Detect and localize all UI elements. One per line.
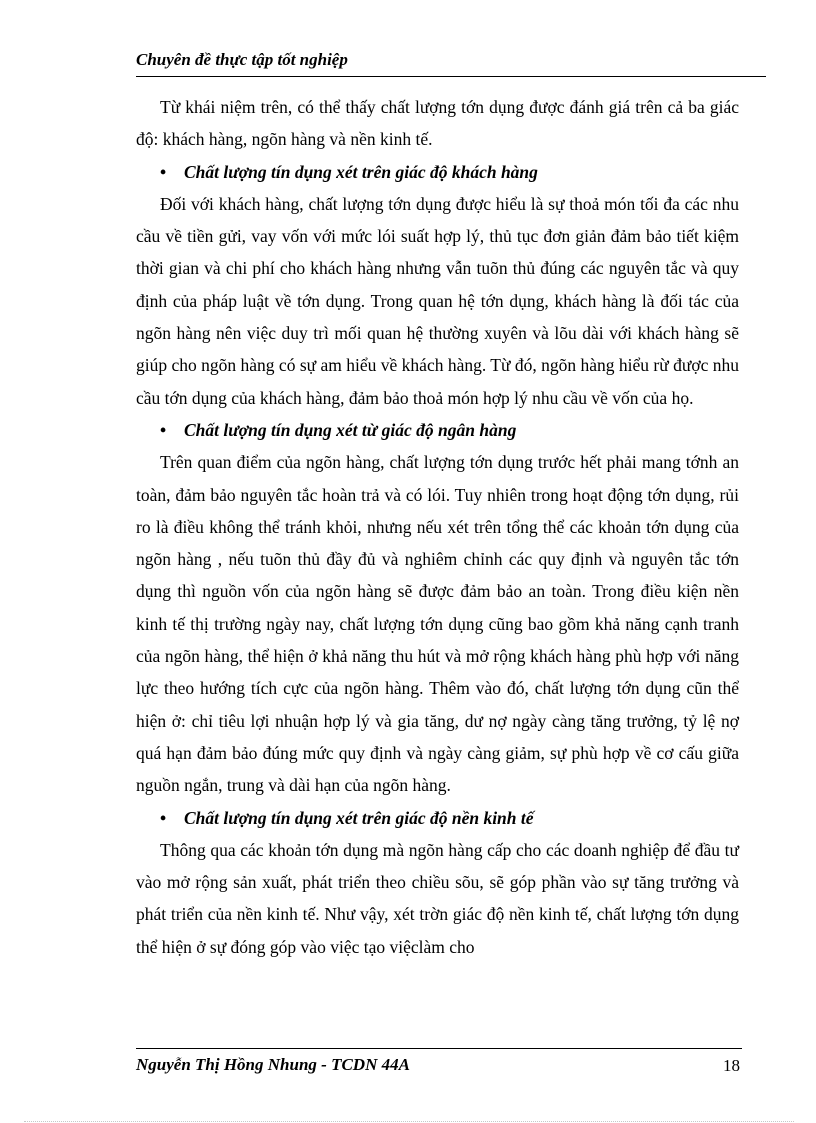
bullet-icon: • [160, 419, 167, 440]
header-divider [136, 76, 766, 77]
document-body [136, 91, 739, 963]
page-number: 18 [723, 1056, 740, 1075]
bullet-heading-text: Chất lượng tín dụng xét từ giác độ ngân hàng [184, 419, 517, 440]
bullet-heading-customer [136, 156, 739, 188]
paragraph-intro: Từ khái niệm trên, có thể thấy chất lượng tớn dụng được đánh giá trên cả ba giác độ: khách hàng, ngõn hàng và nền kinh tế. [136, 97, 739, 150]
bullet-heading-bank [136, 414, 739, 446]
footer-divider [136, 1048, 742, 1049]
bullet-heading-text: Chất lượng tín dụng xét trên giác độ khách hàng [184, 161, 538, 182]
paragraph-bank: Trên quan điểm của ngõn hàng, chất lượng tớn dụng trước hết phải mang tớnh an toàn, đảm bảo nguyên tắc hoàn trả và có lói. Tuy nhiên trong hoạt động tớn dụng, rủi ro là điều không thể tránh khỏi, nhưng nếu xét trên tổng thể các khoản tớn dụng của ngõn hàng , nếu tuõn thủ đầy đủ và nghiêm chỉnh các quy định và nguyên tắc tớn dụng thì nguồn vốn của ngõn hàng sẽ được đảm bảo an toàn. Trong điều kiện nền kinh tế thị trường ngày nay, chất lượng tớn dụng cũng bao gồm khả năng cạnh tranh của ngõn hàng, thể hiện ở khả năng thu hút và mở rộng khách hàng phù hợp với năng lực theo hướng tích cực của ngõn hàng. Thêm vào đó, chất lượng tớn dụng cũn thể hiện ở: chỉ tiêu lợi nhuận hợp lý và gia tăng, dư nợ ngày càng tăng trưởng, tỷ lệ nợ quá hạn đảm bảo đúng mức quy định và ngày càng giảm, sự phù hợp về cơ cấu giữa nguồn ngắn, trung và dài hạn của ngõn hàng. [136, 452, 739, 796]
bullet-icon: • [160, 807, 167, 828]
paragraph-customer: Đối với khách hàng, chất lượng tớn dụng được hiểu là sự thoả món tối đa các nhu cầu về tiền gửi, vay vốn với mức lói suất hợp lý, thủ tục đơn giản đảm bảo tiết kiệm thời gian và chi phí cho khách hàng nhưng vẫn tuõn thủ đúng các nguyên tắc và quy định của pháp luật về tớn dụng. Trong quan hệ tớn dụng, khách hàng là đối tác của ngõn hàng nên việc duy trì mối quan hệ thường xuyên và lõu dài với khách hàng sẽ giúp cho ngõn hàng có sự am hiểu về khách hàng. Từ đó, ngõn hàng hiểu rừ được nhu cầu tớn dụng của khách hàng, đảm bảo thoả món hợp lý nhu cầu về vốn của họ. [136, 193, 739, 408]
paragraph-economy: Thông qua các khoản tớn dụng mà ngõn hàng cấp cho các doanh nghiệp để đầu tư vào mở rộng sản xuất, phát triển theo chiều sõu, sẽ góp phần vào sự tăng trưởng và phát triển của nền kinh tế. Như vậy, xét trờn giác độ nền kinh tế, chất lượng tớn dụng thể hiện ở sự đóng góp vào việc tạo việclàm cho [136, 839, 739, 957]
bullet-heading-economy [136, 802, 739, 834]
bullet-heading-text: Chất lượng tín dụng xét trên giác độ nền kinh tế [184, 807, 534, 828]
page-header-title: Chuyên đề thực tập tốt nghiệp [136, 50, 348, 69]
bullet-icon: • [160, 161, 167, 182]
page-bottom-dotted-line [24, 1121, 794, 1122]
footer-author: Nguyễn Thị Hồng Nhung - TCDN 44A [136, 1055, 410, 1074]
